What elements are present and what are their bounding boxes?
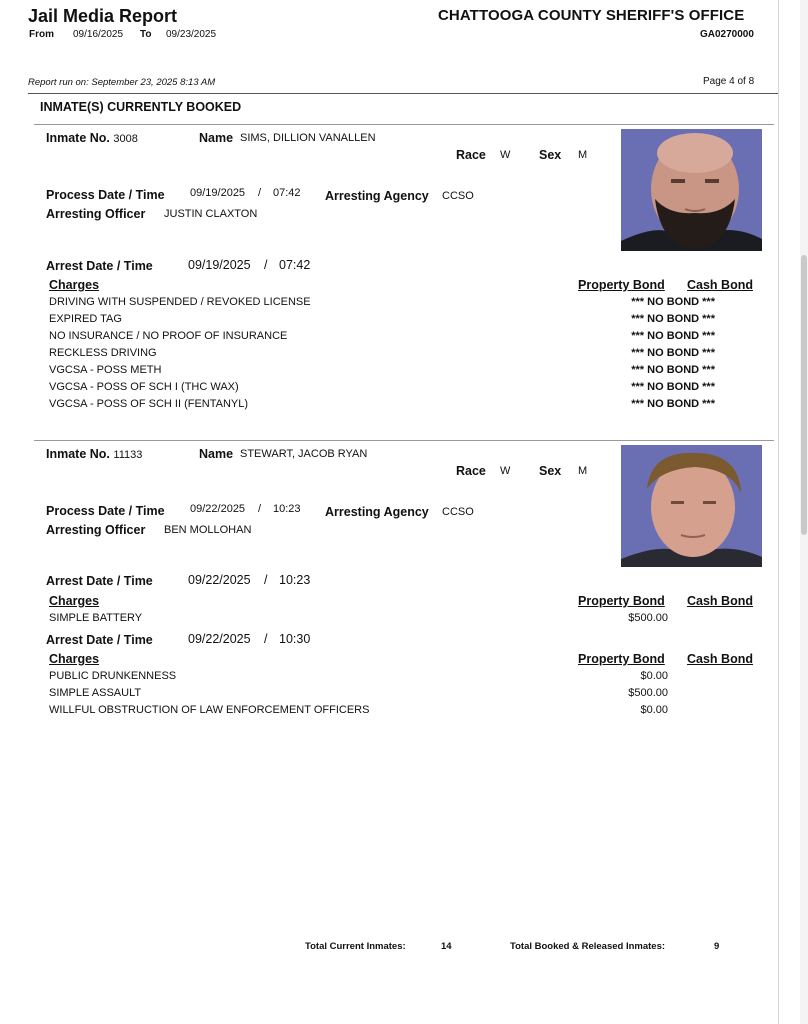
race-value: W xyxy=(500,465,511,477)
property-bond-value: $500.00 xyxy=(628,687,668,699)
name-label: Name xyxy=(199,131,234,145)
officer-label: Arresting Officer xyxy=(46,523,146,537)
arrest-label: Arrest Date / Time xyxy=(46,259,153,273)
cash-bond-header: Cash Bond xyxy=(687,594,753,608)
from-date: 09/16/2025 xyxy=(73,29,124,40)
arrest-time: 07:42 xyxy=(279,258,311,272)
scrollbar-track[interactable] xyxy=(800,0,808,1024)
report-run-label: Report run on: xyxy=(28,77,89,88)
race-label: Race xyxy=(456,464,486,478)
header-divider xyxy=(28,93,778,94)
agency-label: Arresting Agency xyxy=(325,505,429,519)
property-bond-value: *** NO BOND *** xyxy=(631,296,715,308)
charge-item: RECKLESS DRIVING xyxy=(49,347,157,359)
cash-bond-header: Cash Bond xyxy=(687,278,753,292)
to-label: To xyxy=(140,29,152,40)
total-current-label: Total Current Inmates: xyxy=(305,941,406,952)
mugshot-image-2 xyxy=(621,445,762,567)
property-bond-value: *** NO BOND *** xyxy=(631,381,715,393)
property-bond-header: Property Bond xyxy=(578,278,665,292)
inmate-no-label: Inmate No. 11133 xyxy=(46,447,143,461)
property-bond-value: $0.00 xyxy=(640,704,668,716)
to-date: 09/23/2025 xyxy=(166,29,217,40)
agency-code: GA0270000 xyxy=(700,29,754,40)
property-bond-value: *** NO BOND *** xyxy=(631,398,715,410)
officer-label: Arresting Officer xyxy=(46,207,146,221)
charge-item: DRIVING WITH SUSPENDED / REVOKED LICENSE xyxy=(49,296,311,308)
process-time: 07:42 xyxy=(273,187,301,199)
charge-item: NO INSURANCE / NO PROOF OF INSURANCE xyxy=(49,330,288,342)
property-bond-value: *** NO BOND *** xyxy=(631,313,715,325)
property-bond-header: Property Bond xyxy=(578,652,665,666)
process-label: Process Date / Time xyxy=(46,188,165,202)
mugshot-photo xyxy=(621,445,762,567)
arrest-date: 09/19/2025 xyxy=(188,258,251,272)
inmate-name: STEWART, JACOB RYAN xyxy=(240,448,368,460)
page-edge xyxy=(778,0,779,1024)
page-number: Page 4 of 8 xyxy=(703,76,755,87)
charge-item: SIMPLE BATTERY xyxy=(49,612,143,624)
arrest-label: Arrest Date / Time xyxy=(46,633,153,647)
from-label: From xyxy=(29,29,54,40)
agency-value: CCSO xyxy=(442,506,474,518)
section-divider xyxy=(34,124,774,125)
report-title: Jail Media Report xyxy=(28,6,178,26)
slash: / xyxy=(264,573,268,587)
name-label: Name xyxy=(199,447,234,461)
total-released-label: Total Booked & Released Inmates: xyxy=(510,941,666,952)
inmate-no-value: 3008 xyxy=(113,133,138,145)
mugshot-image-1 xyxy=(621,129,762,251)
sex-label: Sex xyxy=(539,148,562,162)
property-bond-value: $500.00 xyxy=(628,612,668,624)
sex-value: M xyxy=(578,149,588,161)
section-title: INMATE(S) CURRENTLY BOOKED xyxy=(40,100,242,114)
charge-item: VGCSA - POSS OF SCH II (FENTANYL) xyxy=(49,398,249,410)
property-bond-value: *** NO BOND *** xyxy=(631,364,715,376)
race-label: Race xyxy=(456,148,486,162)
total-released-value: 9 xyxy=(714,941,720,952)
arrest-time: 10:30 xyxy=(279,632,311,646)
inmate-no-label: Inmate No. 3008 xyxy=(46,131,138,145)
inmate-divider xyxy=(34,440,774,441)
agency-label: Arresting Agency xyxy=(325,189,429,203)
sex-label: Sex xyxy=(539,464,562,478)
agency-value: CCSO xyxy=(442,190,474,202)
officer-value: JUSTIN CLAXTON xyxy=(164,208,258,220)
charge-item: PUBLIC DRUNKENNESS xyxy=(49,670,177,682)
property-bond-value: *** NO BOND *** xyxy=(631,347,715,359)
slash: / xyxy=(258,187,262,199)
process-label: Process Date / Time xyxy=(46,504,165,518)
charge-item: VGCSA - POSS OF SCH I (THC WAX) xyxy=(49,381,239,393)
process-time: 10:23 xyxy=(273,503,301,515)
total-current-value: 14 xyxy=(441,941,452,952)
charges-header: Charges xyxy=(49,652,100,666)
charge-item: SIMPLE ASSAULT xyxy=(49,687,142,699)
inmate-name: SIMS, DILLION VANALLEN xyxy=(240,132,376,144)
charge-item: WILLFUL OBSTRUCTION OF LAW ENFORCEMENT OFFICERS xyxy=(49,704,370,716)
arrest-time: 10:23 xyxy=(279,573,311,587)
arrest-date: 09/22/2025 xyxy=(188,632,251,646)
process-date: 09/22/2025 xyxy=(190,503,246,515)
cash-bond-header: Cash Bond xyxy=(687,652,753,666)
property-bond-value: *** NO BOND *** xyxy=(631,330,715,342)
scrollbar-thumb[interactable] xyxy=(801,255,807,535)
slash: / xyxy=(264,258,268,272)
inmate-no-value: 11133 xyxy=(113,449,143,461)
process-date: 09/19/2025 xyxy=(190,187,246,199)
report-run-date: September 23, 2025 8:13 AM xyxy=(91,77,216,88)
property-bond-value: $0.00 xyxy=(640,670,668,682)
property-bond-header: Property Bond xyxy=(578,594,665,608)
slash: / xyxy=(258,503,262,515)
report-run xyxy=(28,77,215,88)
arrest-date: 09/22/2025 xyxy=(188,573,251,587)
charges-header: Charges xyxy=(49,278,100,292)
officer-value: BEN MOLLOHAN xyxy=(164,524,252,536)
slash: / xyxy=(264,632,268,646)
office-name: CHATTOOGA COUNTY SHERIFF'S OFFICE xyxy=(438,7,745,24)
mugshot-photo xyxy=(621,129,762,251)
charge-item: EXPIRED TAG xyxy=(49,313,122,325)
race-value: W xyxy=(500,149,511,161)
sex-value: M xyxy=(578,465,588,477)
charge-item: VGCSA - POSS METH xyxy=(49,364,162,376)
charges-header: Charges xyxy=(49,594,100,608)
arrest-label: Arrest Date / Time xyxy=(46,574,153,588)
